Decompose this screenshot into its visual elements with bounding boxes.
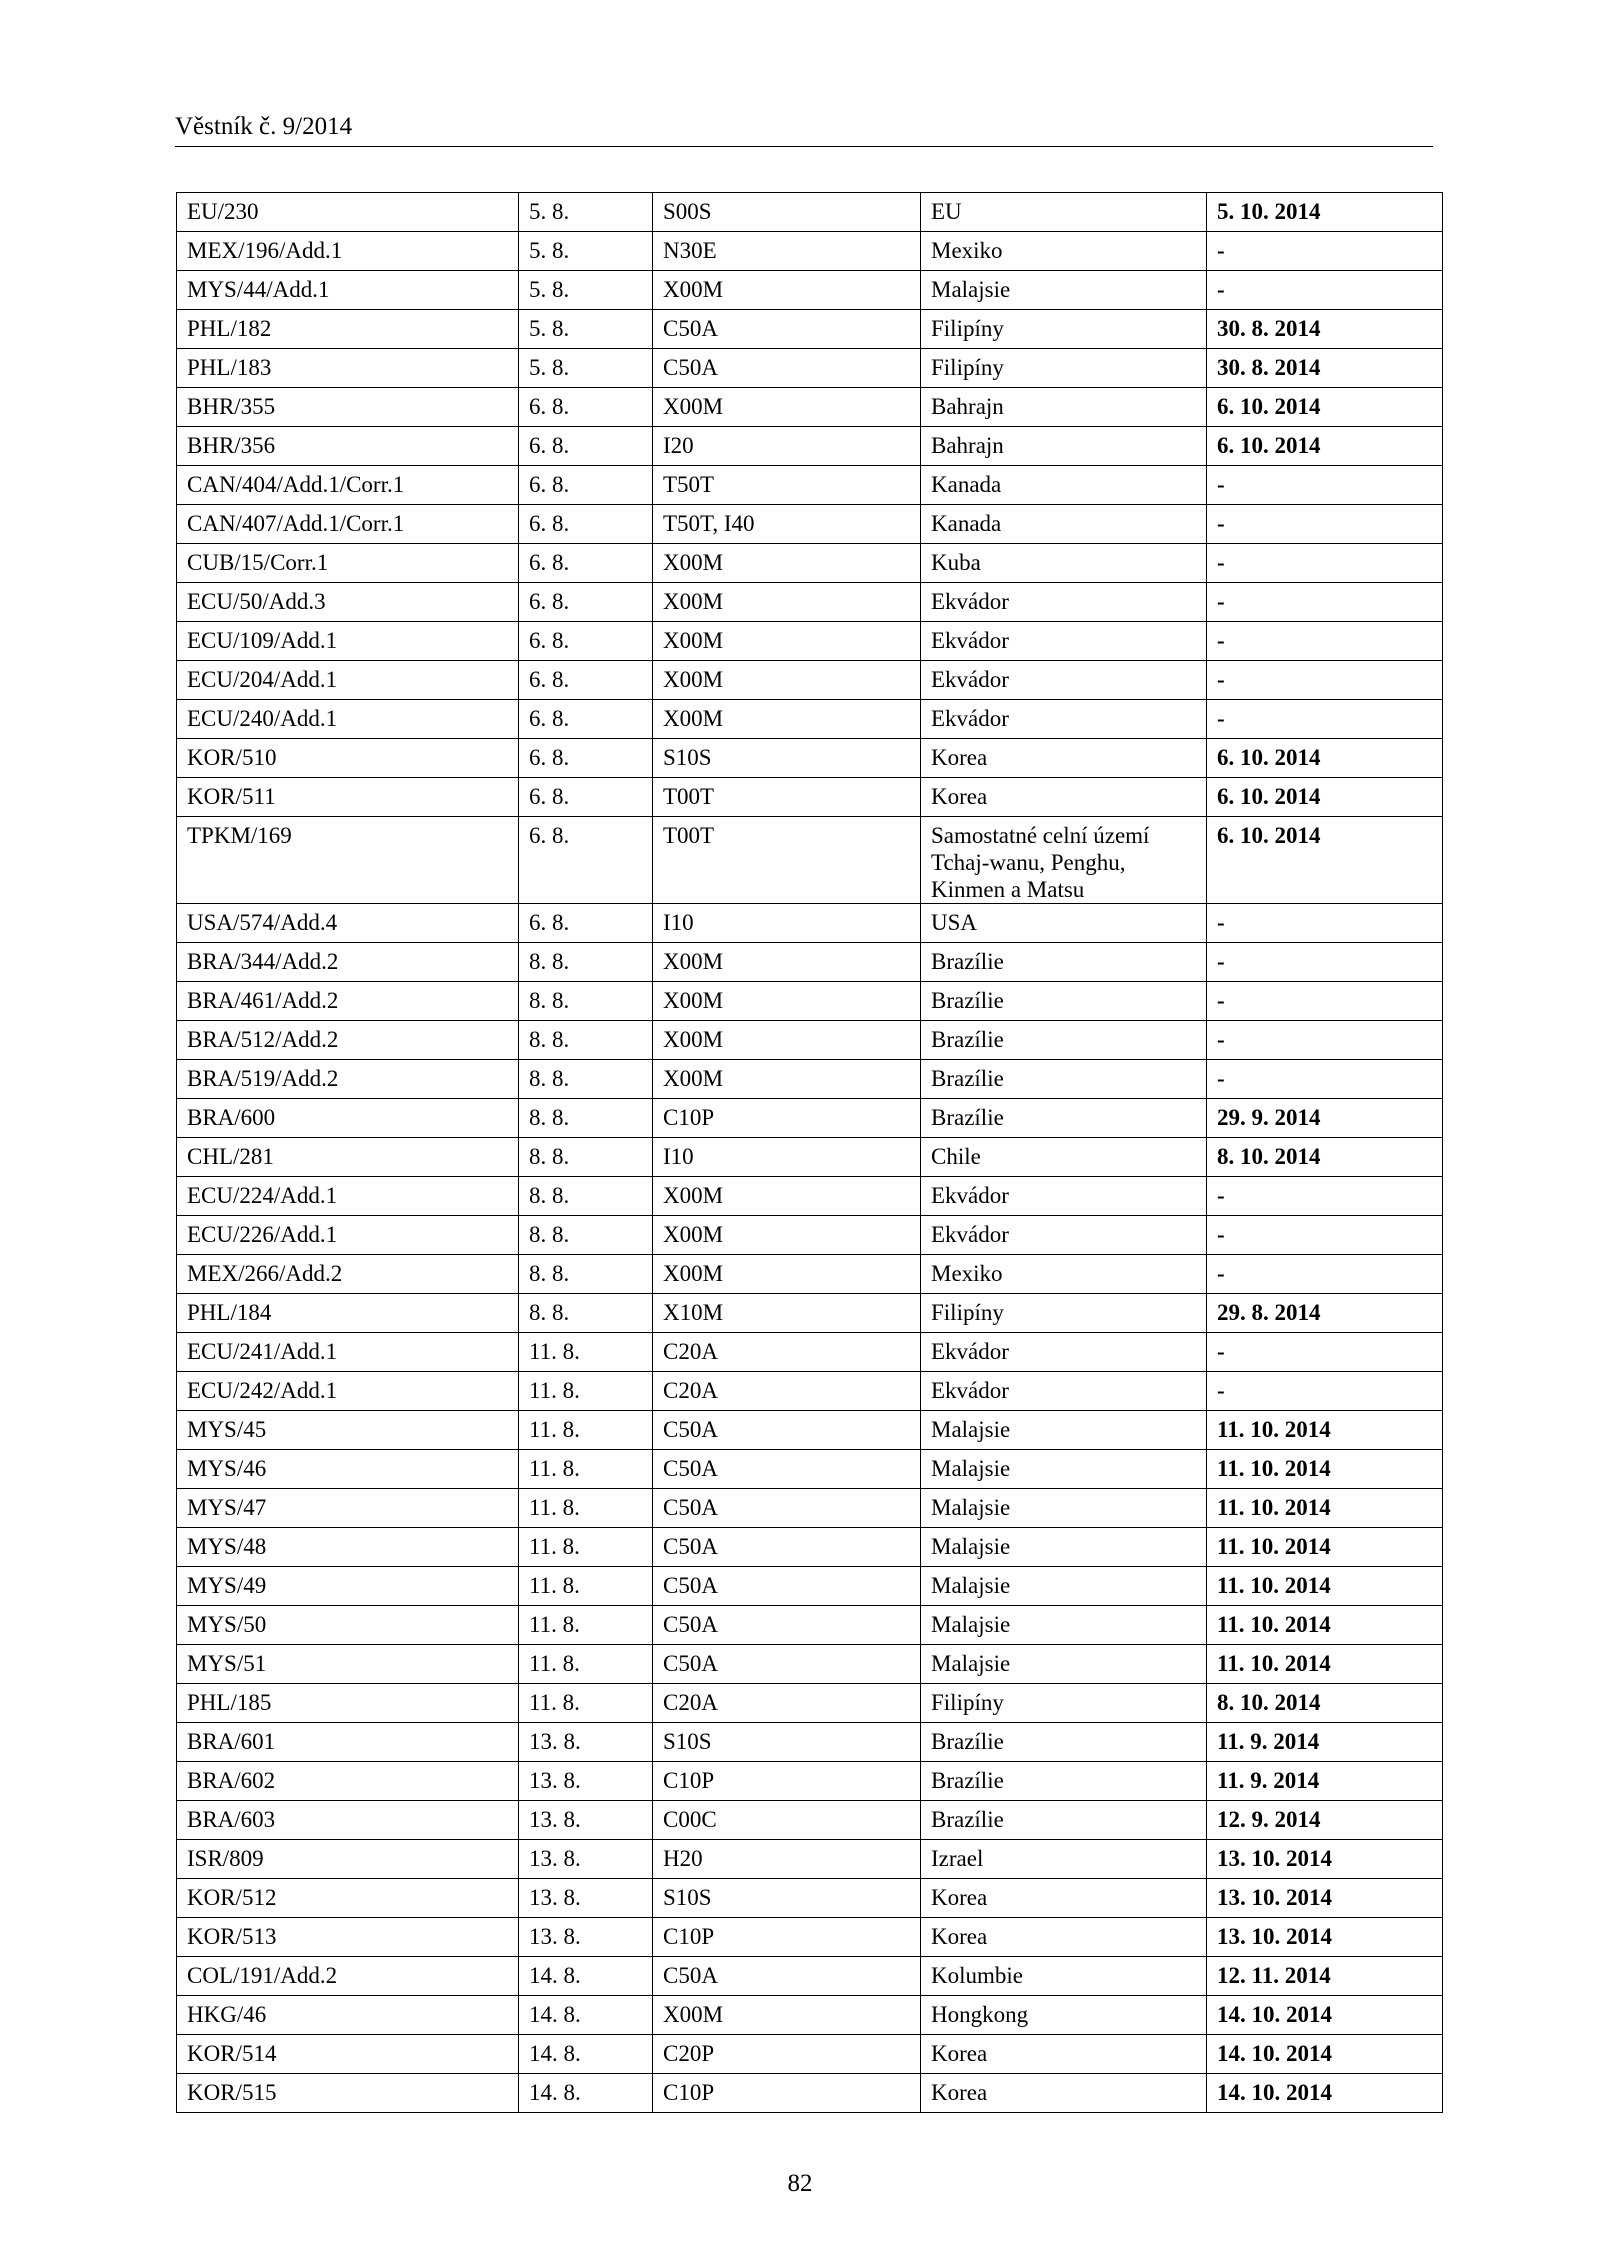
cell-code: C50A	[653, 1411, 921, 1450]
cell-symbol: KOR/511	[177, 778, 519, 817]
cell-deadline: 6. 10. 2014	[1207, 739, 1443, 778]
table-row	[177, 778, 1443, 817]
cell-date: 6. 8.	[519, 700, 653, 739]
cell-code: X00M	[653, 700, 921, 739]
cell-code: C10P	[653, 1918, 921, 1957]
page-number: 82	[787, 2170, 813, 2197]
cell-date: 11. 8.	[519, 1489, 653, 1528]
cell-code: X00M	[653, 661, 921, 700]
cell-country: Ekvádor	[921, 1372, 1207, 1411]
cell-country: Izrael	[921, 1840, 1207, 1879]
table-row	[177, 1996, 1443, 2035]
cell-country: Chile	[921, 1138, 1207, 1177]
cell-deadline: -	[1207, 583, 1443, 622]
cell-date: 6. 8.	[519, 583, 653, 622]
cell-code: X00M	[653, 1060, 921, 1099]
cell-country: Mexiko	[921, 1255, 1207, 1294]
cell-country: Ekvádor	[921, 1177, 1207, 1216]
cell-symbol: MYS/46	[177, 1450, 519, 1489]
cell-code: C20A	[653, 1372, 921, 1411]
cell-country: Malajsie	[921, 1489, 1207, 1528]
cell-date: 6. 8.	[519, 388, 653, 427]
cell-symbol: BRA/512/Add.2	[177, 1021, 519, 1060]
cell-code: X00M	[653, 1177, 921, 1216]
cell-country: Korea	[921, 2074, 1207, 2113]
cell-deadline: 11. 10. 2014	[1207, 1489, 1443, 1528]
cell-code: C20A	[653, 1684, 921, 1723]
cell-country: Bahrajn	[921, 427, 1207, 466]
cell-date: 14. 8.	[519, 1996, 653, 2035]
cell-date: 11. 8.	[519, 1645, 653, 1684]
cell-deadline: 11. 10. 2014	[1207, 1450, 1443, 1489]
table-row	[177, 505, 1443, 544]
cell-country: Ekvádor	[921, 583, 1207, 622]
table-row	[177, 1879, 1443, 1918]
cell-deadline: 12. 9. 2014	[1207, 1801, 1443, 1840]
cell-deadline: 14. 10. 2014	[1207, 2074, 1443, 2113]
cell-deadline: 29. 9. 2014	[1207, 1099, 1443, 1138]
cell-date: 8. 8.	[519, 1060, 653, 1099]
table-row	[177, 583, 1443, 622]
cell-code: X00M	[653, 1996, 921, 2035]
cell-country: Ekvádor	[921, 700, 1207, 739]
table-row	[177, 271, 1443, 310]
cell-symbol: ECU/109/Add.1	[177, 622, 519, 661]
cell-code: I10	[653, 904, 921, 943]
table-row	[177, 1606, 1443, 1645]
cell-country: Brazílie	[921, 1099, 1207, 1138]
cell-country: Ekvádor	[921, 1333, 1207, 1372]
table-row	[177, 1372, 1443, 1411]
cell-country: Brazílie	[921, 1021, 1207, 1060]
cell-code: I10	[653, 1138, 921, 1177]
table-row	[177, 943, 1443, 982]
cell-deadline: 14. 10. 2014	[1207, 1996, 1443, 2035]
cell-symbol: MYS/51	[177, 1645, 519, 1684]
cell-country: Ekvádor	[921, 1216, 1207, 1255]
table-row	[177, 1060, 1443, 1099]
cell-symbol: BRA/344/Add.2	[177, 943, 519, 982]
cell-code: C50A	[653, 1567, 921, 1606]
cell-code: S10S	[653, 1879, 921, 1918]
cell-deadline: -	[1207, 982, 1443, 1021]
cell-symbol: MYS/50	[177, 1606, 519, 1645]
cell-country: Malajsie	[921, 1606, 1207, 1645]
cell-country: Ekvádor	[921, 622, 1207, 661]
cell-deadline: -	[1207, 661, 1443, 700]
cell-deadline: -	[1207, 1333, 1443, 1372]
cell-deadline: -	[1207, 904, 1443, 943]
cell-code: C00C	[653, 1801, 921, 1840]
table-row	[177, 1489, 1443, 1528]
cell-deadline: 6. 10. 2014	[1207, 778, 1443, 817]
cell-date: 14. 8.	[519, 1957, 653, 1996]
cell-country: Filipíny	[921, 349, 1207, 388]
cell-date: 6. 8.	[519, 544, 653, 583]
cell-code: C50A	[653, 1957, 921, 1996]
cell-symbol: EU/230	[177, 193, 519, 232]
table-row	[177, 232, 1443, 271]
cell-country: Brazílie	[921, 1801, 1207, 1840]
cell-date: 13. 8.	[519, 1879, 653, 1918]
table-row	[177, 1216, 1443, 1255]
cell-code: C50A	[653, 310, 921, 349]
cell-code: X00M	[653, 388, 921, 427]
cell-date: 8. 8.	[519, 982, 653, 1021]
table-row	[177, 1567, 1443, 1606]
cell-country: Malajsie	[921, 1645, 1207, 1684]
cell-code: S10S	[653, 739, 921, 778]
cell-code: X00M	[653, 544, 921, 583]
cell-code: T00T	[653, 817, 921, 904]
cell-date: 6. 8.	[519, 817, 653, 904]
cell-code: C10P	[653, 1762, 921, 1801]
cell-date: 8. 8.	[519, 1138, 653, 1177]
cell-country: Ekvádor	[921, 661, 1207, 700]
cell-code: T50T	[653, 466, 921, 505]
cell-symbol: BRA/602	[177, 1762, 519, 1801]
cell-country: Filipíny	[921, 310, 1207, 349]
table-row	[177, 1177, 1443, 1216]
cell-code: X00M	[653, 943, 921, 982]
cell-symbol: PHL/184	[177, 1294, 519, 1333]
cell-date: 13. 8.	[519, 1840, 653, 1879]
cell-country: Malajsie	[921, 1528, 1207, 1567]
cell-date: 8. 8.	[519, 943, 653, 982]
cell-country: Korea	[921, 2035, 1207, 2074]
cell-symbol: KOR/512	[177, 1879, 519, 1918]
cell-code: C10P	[653, 2074, 921, 2113]
cell-code: C50A	[653, 1606, 921, 1645]
cell-country: Hongkong	[921, 1996, 1207, 2035]
cell-symbol: MYS/48	[177, 1528, 519, 1567]
table-row	[177, 466, 1443, 505]
cell-deadline: 5. 10. 2014	[1207, 193, 1443, 232]
cell-deadline: 14. 10. 2014	[1207, 2035, 1443, 2074]
cell-code: T50T, I40	[653, 505, 921, 544]
cell-deadline: -	[1207, 505, 1443, 544]
cell-country: Kanada	[921, 505, 1207, 544]
cell-code: X10M	[653, 1294, 921, 1333]
cell-deadline: -	[1207, 271, 1443, 310]
cell-symbol: BHR/355	[177, 388, 519, 427]
cell-deadline: 6. 10. 2014	[1207, 817, 1443, 904]
notifications-table-body	[177, 193, 1443, 2113]
cell-code: C20A	[653, 1333, 921, 1372]
cell-country: Korea	[921, 1879, 1207, 1918]
cell-date: 6. 8.	[519, 739, 653, 778]
cell-symbol: MYS/44/Add.1	[177, 271, 519, 310]
table-row	[177, 1099, 1443, 1138]
cell-symbol: USA/574/Add.4	[177, 904, 519, 943]
cell-country: Malajsie	[921, 1567, 1207, 1606]
cell-symbol: KOR/510	[177, 739, 519, 778]
cell-date: 8. 8.	[519, 1216, 653, 1255]
cell-code: X00M	[653, 1255, 921, 1294]
table-row	[177, 1684, 1443, 1723]
cell-country: Korea	[921, 1918, 1207, 1957]
cell-date: 14. 8.	[519, 2035, 653, 2074]
cell-date: 13. 8.	[519, 1762, 653, 1801]
cell-code: X00M	[653, 1216, 921, 1255]
table-row	[177, 1840, 1443, 1879]
cell-deadline: 11. 10. 2014	[1207, 1411, 1443, 1450]
cell-deadline: -	[1207, 622, 1443, 661]
table-row	[177, 1450, 1443, 1489]
cell-deadline: 30. 8. 2014	[1207, 349, 1443, 388]
cell-deadline: 13. 10. 2014	[1207, 1879, 1443, 1918]
cell-deadline: -	[1207, 1177, 1443, 1216]
cell-code: H20	[653, 1840, 921, 1879]
table-row	[177, 661, 1443, 700]
cell-date: 11. 8.	[519, 1684, 653, 1723]
cell-symbol: BRA/600	[177, 1099, 519, 1138]
table-row	[177, 1801, 1443, 1840]
cell-date: 8. 8.	[519, 1294, 653, 1333]
cell-symbol: ISR/809	[177, 1840, 519, 1879]
cell-country: Bahrajn	[921, 388, 1207, 427]
table-row	[177, 544, 1443, 583]
cell-symbol: KOR/515	[177, 2074, 519, 2113]
table-row	[177, 1294, 1443, 1333]
cell-country: USA	[921, 904, 1207, 943]
table-row	[177, 817, 1443, 904]
table-row	[177, 1762, 1443, 1801]
cell-country: Brazílie	[921, 943, 1207, 982]
cell-date: 6. 8.	[519, 427, 653, 466]
cell-symbol: BHR/356	[177, 427, 519, 466]
cell-symbol: COL/191/Add.2	[177, 1957, 519, 1996]
cell-deadline: -	[1207, 232, 1443, 271]
table-row	[177, 739, 1443, 778]
cell-code: X00M	[653, 622, 921, 661]
cell-date: 13. 8.	[519, 1801, 653, 1840]
cell-deadline: 13. 10. 2014	[1207, 1840, 1443, 1879]
cell-symbol: MEX/266/Add.2	[177, 1255, 519, 1294]
cell-symbol: CAN/404/Add.1/Corr.1	[177, 466, 519, 505]
cell-country: Brazílie	[921, 1762, 1207, 1801]
table-row	[177, 1918, 1443, 1957]
cell-code: X00M	[653, 982, 921, 1021]
cell-symbol: ECU/204/Add.1	[177, 661, 519, 700]
cell-symbol: ECU/50/Add.3	[177, 583, 519, 622]
cell-date: 6. 8.	[519, 622, 653, 661]
cell-symbol: ECU/241/Add.1	[177, 1333, 519, 1372]
cell-deadline: -	[1207, 1255, 1443, 1294]
cell-country: Kanada	[921, 466, 1207, 505]
table-row	[177, 427, 1443, 466]
table-row	[177, 193, 1443, 232]
cell-code: C50A	[653, 349, 921, 388]
cell-country: Korea	[921, 778, 1207, 817]
cell-deadline: -	[1207, 1060, 1443, 1099]
cell-deadline: -	[1207, 1216, 1443, 1255]
cell-deadline: 11. 10. 2014	[1207, 1645, 1443, 1684]
cell-date: 5. 8.	[519, 193, 653, 232]
table-row	[177, 310, 1443, 349]
table-row	[177, 1645, 1443, 1684]
cell-date: 11. 8.	[519, 1606, 653, 1645]
cell-symbol: ECU/242/Add.1	[177, 1372, 519, 1411]
cell-deadline: -	[1207, 1372, 1443, 1411]
cell-date: 6. 8.	[519, 778, 653, 817]
table-row	[177, 1528, 1443, 1567]
cell-deadline: -	[1207, 943, 1443, 982]
cell-country: Malajsie	[921, 1411, 1207, 1450]
cell-deadline: 6. 10. 2014	[1207, 388, 1443, 427]
cell-country: Filipíny	[921, 1684, 1207, 1723]
cell-symbol: BRA/519/Add.2	[177, 1060, 519, 1099]
cell-symbol: CAN/407/Add.1/Corr.1	[177, 505, 519, 544]
cell-code: C50A	[653, 1528, 921, 1567]
cell-country: Malajsie	[921, 1450, 1207, 1489]
table-row	[177, 1138, 1443, 1177]
cell-date: 8. 8.	[519, 1021, 653, 1060]
cell-date: 8. 8.	[519, 1099, 653, 1138]
cell-country: EU	[921, 193, 1207, 232]
cell-code: T00T	[653, 778, 921, 817]
cell-deadline: 30. 8. 2014	[1207, 310, 1443, 349]
cell-date: 11. 8.	[519, 1567, 653, 1606]
cell-country: Mexiko	[921, 232, 1207, 271]
cell-deadline: 11. 10. 2014	[1207, 1567, 1443, 1606]
cell-code: C50A	[653, 1645, 921, 1684]
cell-date: 6. 8.	[519, 904, 653, 943]
cell-code: X00M	[653, 583, 921, 622]
cell-date: 6. 8.	[519, 505, 653, 544]
cell-date: 11. 8.	[519, 1333, 653, 1372]
table-row	[177, 2035, 1443, 2074]
cell-date: 8. 8.	[519, 1177, 653, 1216]
cell-symbol: CHL/281	[177, 1138, 519, 1177]
cell-country: Brazílie	[921, 982, 1207, 1021]
cell-deadline: 11. 10. 2014	[1207, 1606, 1443, 1645]
cell-code: C50A	[653, 1489, 921, 1528]
cell-date: 13. 8.	[519, 1723, 653, 1762]
cell-deadline: -	[1207, 466, 1443, 505]
table-row	[177, 1957, 1443, 1996]
cell-symbol: ECU/240/Add.1	[177, 700, 519, 739]
table-row	[177, 388, 1443, 427]
cell-code: S10S	[653, 1723, 921, 1762]
cell-code: S00S	[653, 193, 921, 232]
cell-symbol: MYS/47	[177, 1489, 519, 1528]
cell-symbol: BRA/461/Add.2	[177, 982, 519, 1021]
cell-symbol: TPKM/169	[177, 817, 519, 904]
table-row	[177, 982, 1443, 1021]
table-row	[177, 622, 1443, 661]
cell-date: 11. 8.	[519, 1450, 653, 1489]
cell-symbol: BRA/603	[177, 1801, 519, 1840]
cell-symbol: MEX/196/Add.1	[177, 232, 519, 271]
cell-date: 13. 8.	[519, 1918, 653, 1957]
cell-date: 5. 8.	[519, 271, 653, 310]
table-row	[177, 1723, 1443, 1762]
cell-symbol: KOR/513	[177, 1918, 519, 1957]
cell-deadline: -	[1207, 700, 1443, 739]
notifications-table	[176, 192, 1443, 2113]
cell-deadline: 11. 10. 2014	[1207, 1528, 1443, 1567]
cell-symbol: PHL/182	[177, 310, 519, 349]
cell-symbol: PHL/183	[177, 349, 519, 388]
cell-symbol: PHL/185	[177, 1684, 519, 1723]
cell-symbol: HKG/46	[177, 1996, 519, 2035]
cell-date: 5. 8.	[519, 310, 653, 349]
cell-date: 5. 8.	[519, 349, 653, 388]
header-divider	[175, 146, 1433, 147]
cell-country: Samostatné celní území Tchaj-wanu, Penghu, Kinmen a Matsu	[921, 817, 1207, 904]
cell-deadline: 12. 11. 2014	[1207, 1957, 1443, 1996]
cell-symbol: MYS/45	[177, 1411, 519, 1450]
cell-country: Korea	[921, 739, 1207, 778]
cell-symbol: CUB/15/Corr.1	[177, 544, 519, 583]
table-row	[177, 1021, 1443, 1060]
cell-date: 11. 8.	[519, 1372, 653, 1411]
cell-code: N30E	[653, 232, 921, 271]
cell-date: 6. 8.	[519, 466, 653, 505]
cell-deadline: -	[1207, 544, 1443, 583]
page-header-title: Věstník č. 9/2014	[175, 113, 353, 140]
cell-deadline: 8. 10. 2014	[1207, 1684, 1443, 1723]
table-row	[177, 904, 1443, 943]
cell-deadline: 13. 10. 2014	[1207, 1918, 1443, 1957]
cell-date: 11. 8.	[519, 1528, 653, 1567]
cell-symbol: KOR/514	[177, 2035, 519, 2074]
table-row	[177, 349, 1443, 388]
cell-country: Brazílie	[921, 1723, 1207, 1762]
cell-code: C20P	[653, 2035, 921, 2074]
cell-deadline: 29. 8. 2014	[1207, 1294, 1443, 1333]
cell-symbol: MYS/49	[177, 1567, 519, 1606]
table-row	[177, 2074, 1443, 2113]
cell-date: 6. 8.	[519, 661, 653, 700]
table-row	[177, 1333, 1443, 1372]
cell-deadline: 11. 9. 2014	[1207, 1723, 1443, 1762]
cell-code: X00M	[653, 1021, 921, 1060]
cell-deadline: -	[1207, 1021, 1443, 1060]
cell-code: C50A	[653, 1450, 921, 1489]
table-row	[177, 1411, 1443, 1450]
cell-code: X00M	[653, 271, 921, 310]
table-row	[177, 1255, 1443, 1294]
cell-country: Malajsie	[921, 271, 1207, 310]
cell-country: Filipíny	[921, 1294, 1207, 1333]
cell-code: C10P	[653, 1099, 921, 1138]
cell-deadline: 8. 10. 2014	[1207, 1138, 1443, 1177]
cell-country: Kuba	[921, 544, 1207, 583]
cell-deadline: 6. 10. 2014	[1207, 427, 1443, 466]
cell-symbol: ECU/226/Add.1	[177, 1216, 519, 1255]
cell-country: Kolumbie	[921, 1957, 1207, 1996]
table-row	[177, 700, 1443, 739]
cell-code: I20	[653, 427, 921, 466]
cell-symbol: ECU/224/Add.1	[177, 1177, 519, 1216]
cell-date: 5. 8.	[519, 232, 653, 271]
cell-deadline: 11. 9. 2014	[1207, 1762, 1443, 1801]
cell-date: 14. 8.	[519, 2074, 653, 2113]
cell-country: Brazílie	[921, 1060, 1207, 1099]
cell-date: 8. 8.	[519, 1255, 653, 1294]
cell-date: 11. 8.	[519, 1411, 653, 1450]
cell-symbol: BRA/601	[177, 1723, 519, 1762]
